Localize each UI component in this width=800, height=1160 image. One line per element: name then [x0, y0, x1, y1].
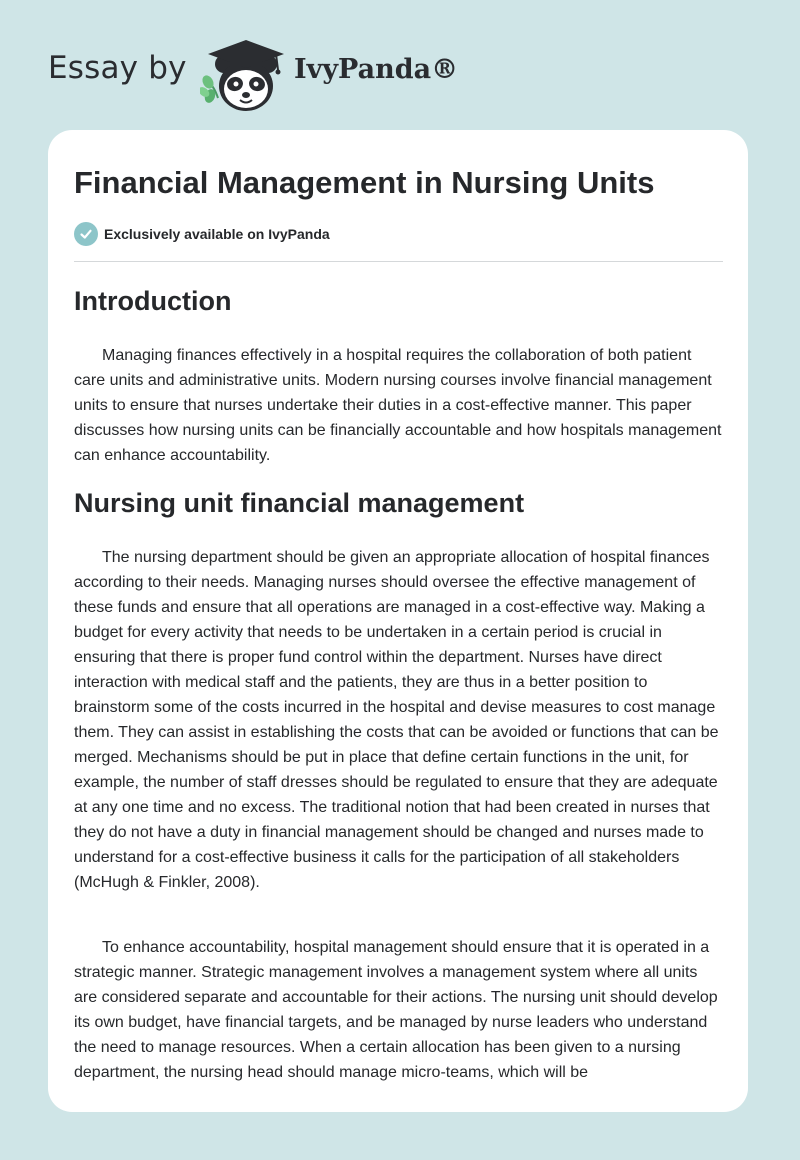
essay-card [48, 130, 748, 1112]
section-heading-financial-management: Nursing unit financial management [74, 488, 525, 518]
divider [74, 261, 723, 262]
brand-prefix: Essay by [48, 50, 187, 86]
paragraph-financial-management-2: To enhance accountability, hospital management should ensure that it is operated in a strategic manner. Strategic management involves a management system where all units are considered separate and accountable for their actions. The nursing unit should develop its own budget, have financial targets, and be managed by nurse leaders who understand the need to manage resources. When a certain allocation has been given to a nursing department, the nursing head should manage micro-teams, which will be [74, 939, 718, 1081]
section-heading-introduction: Introduction [74, 286, 232, 316]
paragraph-financial-management-1: The nursing department should be given an appropriate allocation of hospital finances according to their needs. Managing nurses should oversee the effective management of these funds and ensure that all operations are managed in a cost-effective way. Making a budget for every activity that needs to be undertaken in a certain period is crucial in ensuring that there is proper fund control within the department. Nurses have direct interaction with medical staff and the patients, they are thus in a better position to brainstorm some of the costs incurred in the hospital and devise measures to cost manage them. They can assist in establishing the costs that can be avoided or functions that can be merged. Mechanisms should be put in place that define certain functions in the unit, for example, the number of staff dresses should be regulated to ensure that they are adequate at any one time and no excess. The traditional notion that had been created in nurses that they do not have a duty in financial management should be changed and nurses made to understand for a cost-effective business it calls for the participation of all stakeholders (McHugh & Finkler, 2008). [74, 549, 719, 891]
exclusive-badge [74, 222, 330, 246]
panda-mascot-logo [200, 36, 290, 114]
page-title: Financial Management in Nursing Units [74, 165, 655, 200]
leaf-icon [200, 73, 218, 104]
check-circle-icon [74, 222, 98, 246]
badge-label: Exclusively available on IvyPanda [104, 226, 330, 242]
brand-name[interactable]: IvyPanda® [294, 54, 459, 85]
paragraph-introduction: Managing finances effectively in a hospital requires the collaboration of both patient care units and administrative units. Modern nursing courses involve financial management units to ensure that nurses undertake their duties in a cost-effective manner. This paper discusses how nursing units can be financially accountable and how hospitals management can enhance accountability. [74, 347, 722, 464]
site-header [48, 36, 548, 116]
